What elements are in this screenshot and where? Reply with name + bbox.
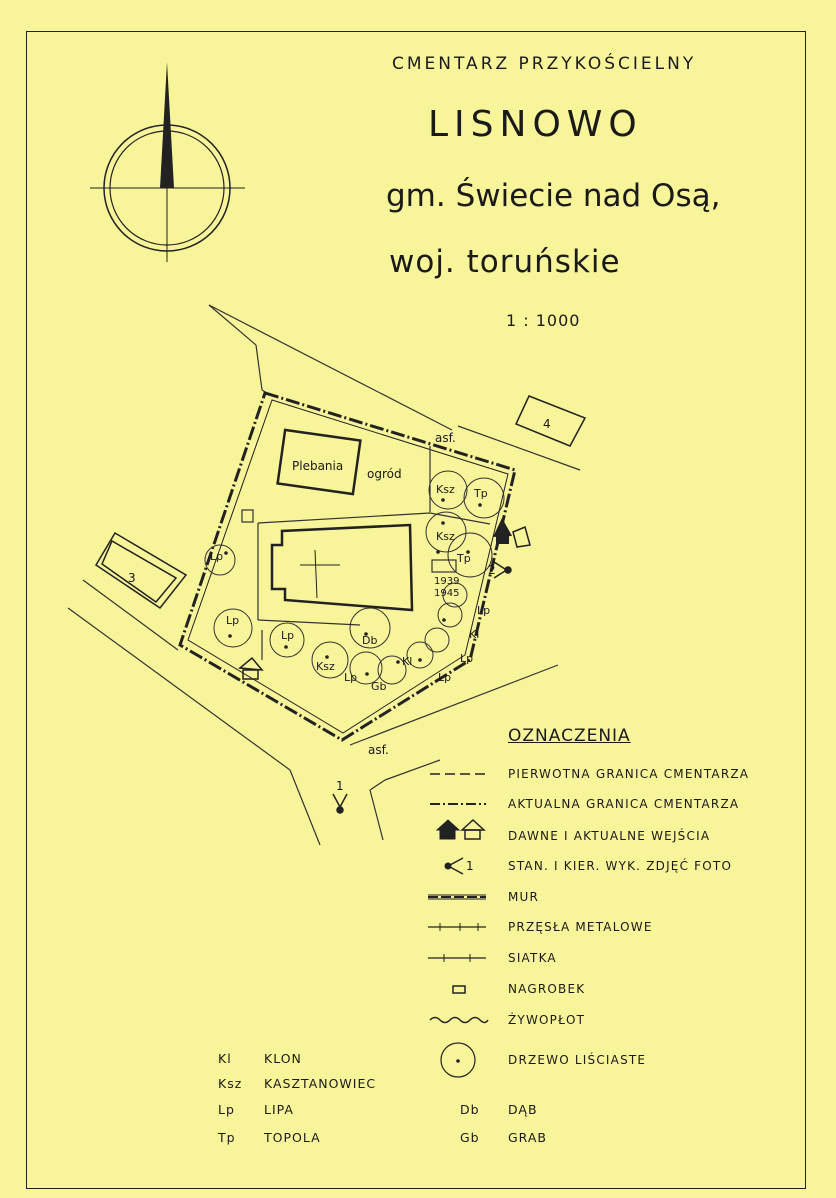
photo-station-1-icon [333,794,347,813]
asphalt-label-top: asf. [435,431,456,445]
tree-label: Lp [226,614,240,627]
plebania-label: Plebania [292,459,344,473]
legend-photo-marker-label: 1 [466,859,474,873]
map-subtitle: CMENTARZ PRZYKOŚCIELNY [392,54,697,74]
years-label-2: 1945 [434,588,460,599]
abbr-code: Db [460,1102,480,1117]
building-3 [96,533,186,608]
photo-1-label: 1 [336,779,344,793]
abbr-name: GRAB [508,1130,547,1145]
legend-entrance-icon [437,820,484,839]
legend-item-deciduous-tree: DRZEWO LIŚCIASTE [508,1053,647,1067]
tree-label: Ksz [436,530,455,543]
tree-label: Lp [281,629,295,642]
tree-label: Db [362,634,378,647]
tree-points [224,498,482,676]
tree-label: Lp [344,671,358,684]
legend-item-grave: NAGROBEK [508,982,586,996]
legend-mesh-fence-symbol [428,954,486,962]
tree-label: Ksz [436,483,455,496]
legend-title: OZNACZENIA [508,726,631,746]
legend-grave-icon [453,986,465,993]
photo-2-label: 2 [488,563,496,577]
tree-label: Lp [477,604,491,617]
abbr-name: DĄB [508,1102,538,1117]
tree-label: Kl [469,628,480,641]
legend-item-hedge: ŻYWOPŁOT [508,1013,586,1027]
legend-item-photo-stations: STAN. I KIER. WYK. ZDJĘĆ FOTO [508,859,733,873]
abbr-code: Tp [218,1130,236,1145]
north-arrow-icon [90,62,245,262]
photo-station-2-icon [494,562,511,578]
tree-label: Kl [402,655,413,668]
legend-symbols [428,774,488,1077]
tree-label: Ksz [316,660,335,673]
tree-label: Tp [457,552,471,565]
commune-label: gm. Świecie nad Osą, [386,178,721,214]
scale-label: 1 : 1000 [506,311,581,330]
abbr-name: KASZTANOWIEC [264,1076,377,1091]
entrance-old-icon [493,518,512,544]
building-3-label: 3 [128,571,136,585]
abbr-code: Kl [218,1051,232,1066]
cemetery-wall [180,393,515,740]
abbr-code: Gb [460,1130,480,1145]
roads [68,305,580,845]
garden-label: ogród [367,467,402,481]
tree-label: Gb [371,680,387,693]
tree-label: Lp [210,550,224,563]
abbr-code: Ksz [218,1076,243,1091]
building-4-label: 4 [543,417,551,431]
legend-item-wall: MUR [508,890,540,904]
legend-hedge-symbol [430,1018,488,1023]
map-title: LISNOWO [428,104,643,145]
abbr-name: KLON [264,1051,302,1066]
church-building [272,525,412,610]
legend-photo-station-icon [445,858,463,874]
legend-item-mesh-fence: SIATKA [508,951,557,965]
tree-label: Lp [460,652,474,665]
abbr-code: Lp [218,1102,235,1117]
years-label-1: 1939 [434,576,460,587]
tree-label: Tp [474,487,488,500]
voivodeship-label: woj. toruńskie [389,244,621,280]
asphalt-label-bottom: asf. [368,743,389,757]
tree-label: Lp [438,671,452,684]
legend-wall-symbol [428,895,486,899]
legend-item-current-boundary: AKTUALNA GRANICA CMENTARZA [508,797,740,811]
legend-item-entrances: DAWNE I AKTUALNE WEJŚCIA [508,829,711,843]
legend-metal-fence-symbol [428,923,486,931]
legend-item-metal-fence: PRZĘSŁA METALOWE [508,920,653,934]
legend-item-original-boundary: PIERWOTNA GRANICA CMENTARZA [508,767,750,781]
abbr-name: TOPOLA [264,1130,321,1145]
abbr-name: LIPA [264,1102,294,1117]
